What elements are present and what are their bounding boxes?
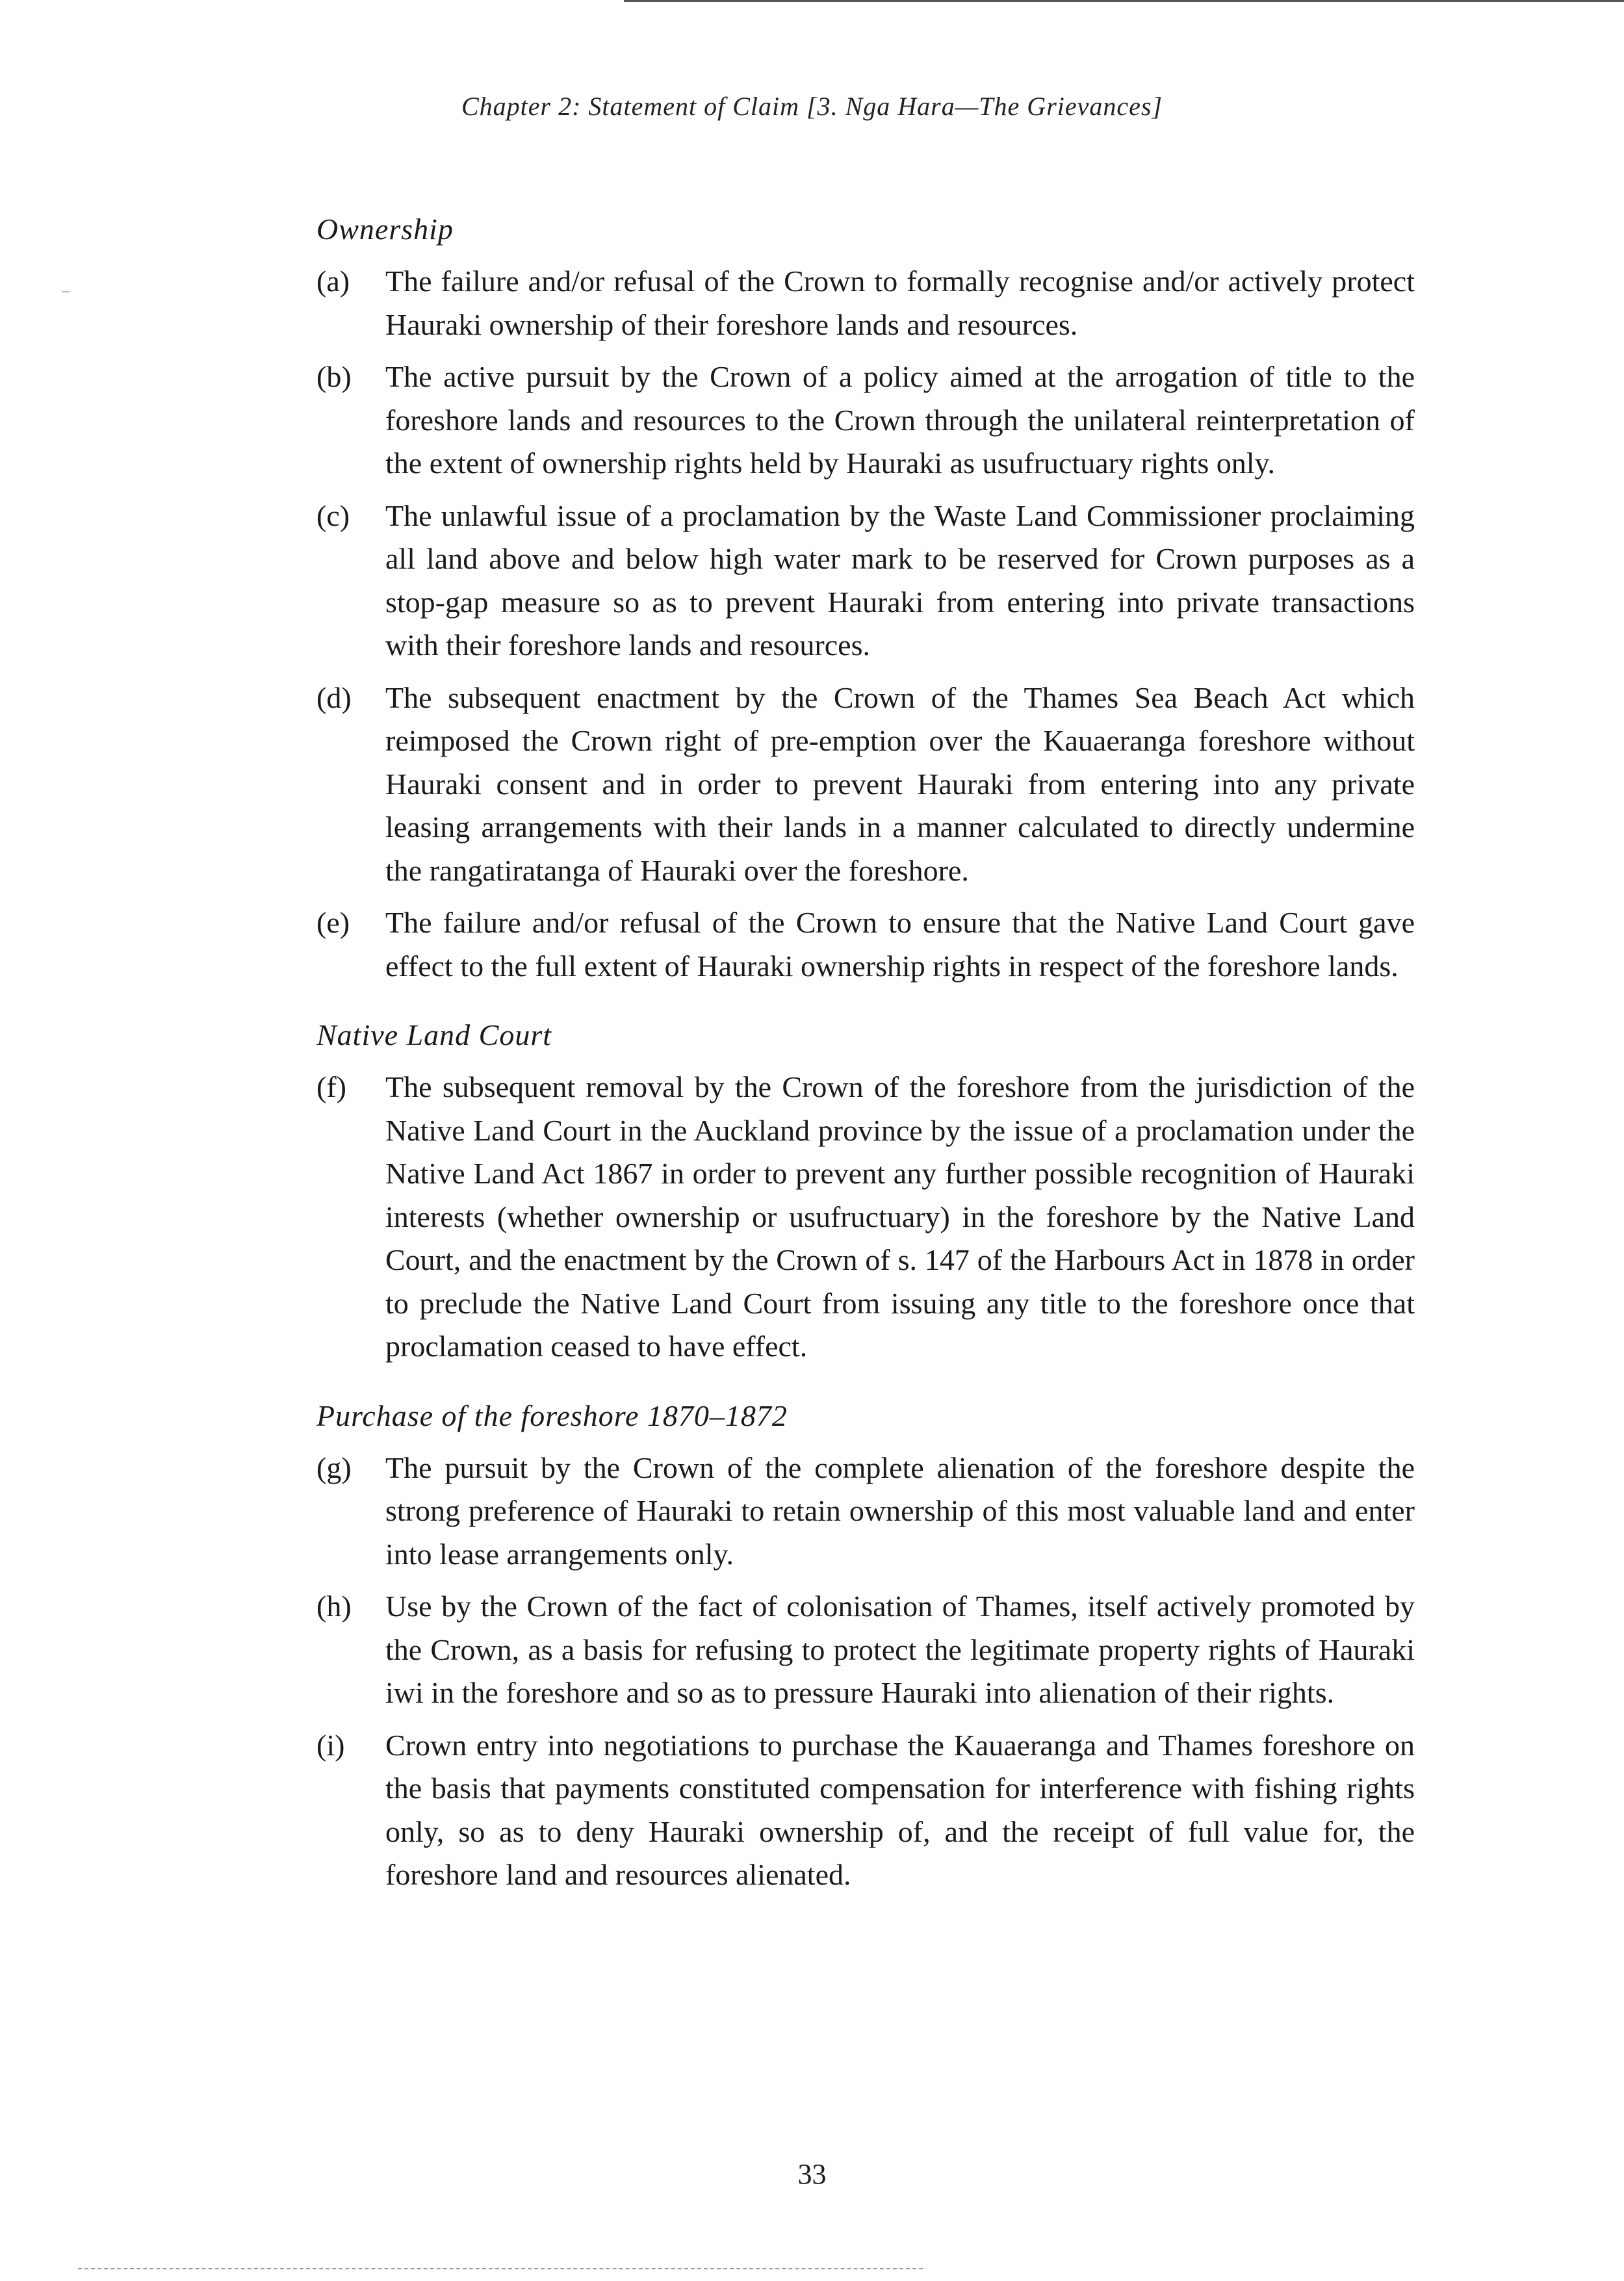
item-text: The subsequent enactment by the Crown of the Thames Sea Beach Act which reimposed the Crown right of pre-emption over the Kauaeranga foreshore without Hauraki consent and in order to prevent Hauraki from entering into any private leasing arrangements with their lands in a manner calculated to directly undermine the rangatiratanga of Hauraki over the foreshore.: [385, 680, 1415, 887]
list-item: [316, 1447, 1415, 1577]
item-text: The pursuit by the Crown of the complete alienation of the foreshore despite the strong preference of Hauraki to retain ownership of this most valuable land and enter into lease arrangements only.: [385, 1450, 1415, 1571]
item-text: The active pursuit by the Crown of a policy aimed at the arrogation of title to the foreshore lands and resources to the Crown through the unilateral reinterpretation of the extent of ownership rights held by Hauraki as usufructuary rights only.: [385, 360, 1415, 480]
list-item: [316, 677, 1415, 893]
section-ownership: [316, 208, 1415, 988]
item-marker: (d): [316, 680, 352, 714]
item-text: The unlawful issue of a proclamation by the Waste Land Commissioner proclaiming all land above and below high water mark to be reserved for Crown purposes as a stop-gap measure so as to prevent Hauraki from entering into private transactions with their foreshore lands and resources.: [385, 498, 1415, 662]
section-heading: Native Land Court: [316, 1018, 552, 1051]
list-item: [316, 1066, 1415, 1369]
item-marker: (f): [316, 1070, 346, 1103]
item-text: The failure and/or refusal of the Crown to ensure that the Native Land Court gave effect to the full extent of Hauraki ownership rights in respect of the foreshore lands.: [385, 906, 1415, 983]
margin-mark: [62, 291, 70, 292]
item-text: Use by the Crown of the fact of colonisation of Thames, itself actively promoted by the Crown, as a basis for refusing to protect the legitimate property rights of Hauraki iwi in the foreshore and so as to pressure Hauraki into alienation of their rights.: [385, 1590, 1415, 1709]
section-native-land-court: [316, 1014, 1415, 1369]
list-item: [316, 495, 1415, 667]
item-text: The failure and/or refusal of the Crown to formally recognise and/or actively protect Hauraki ownership of their foreshore lands and resources.: [385, 264, 1415, 341]
item-marker: (c): [316, 498, 350, 532]
list-item: [316, 260, 1415, 346]
list-item: [316, 355, 1415, 485]
list-item: [316, 1585, 1415, 1715]
item-text: Crown entry into negotiations to purchase the Kauaeranga and Thames foreshore on the basis that payments constituted compensation for interference with fishing rights only, so as to deny Hauraki ownership of, and the receipt of full value for, the foreshore land and resources alienated.: [385, 1728, 1415, 1891]
item-marker: (a): [316, 264, 350, 298]
page-number: 33: [797, 2158, 827, 2190]
running-head: Chapter 2: Statement of Claim [3. Nga Hara—The Grievances]: [461, 92, 1163, 121]
bottom-rule: [78, 2268, 923, 2269]
top-rule: [624, 0, 1624, 2]
item-marker: (e): [316, 906, 350, 939]
item-marker: (h): [316, 1590, 352, 1623]
item-marker: (b): [316, 360, 352, 393]
item-marker: (i): [316, 1728, 345, 1762]
section-purchase-of-foreshore: [316, 1395, 1415, 1897]
body-content: [316, 208, 1415, 1897]
item-text: The subsequent removal by the Crown of the foreshore from the jurisdiction of the Native Land Court in the Auckland province by the issue of a proclamation under the Native Land Act 1867 in order to prevent any further possible recognition of Hauraki interests (whether ownership or usufructuary) in the foreshore by the Native Land Court, and the enactment by the Crown of s. 147 of the Harbours Act in 1878 in order to preclude the Native Land Court from issuing any title to the foreshore once that proclamation ceased to have effect.: [385, 1070, 1415, 1363]
section-heading: Ownership: [316, 213, 454, 246]
list-item: [316, 1724, 1415, 1897]
item-marker: (g): [316, 1450, 352, 1484]
list-item: [316, 901, 1415, 988]
section-heading: Purchase of the foreshore 1870–1872: [316, 1398, 788, 1432]
